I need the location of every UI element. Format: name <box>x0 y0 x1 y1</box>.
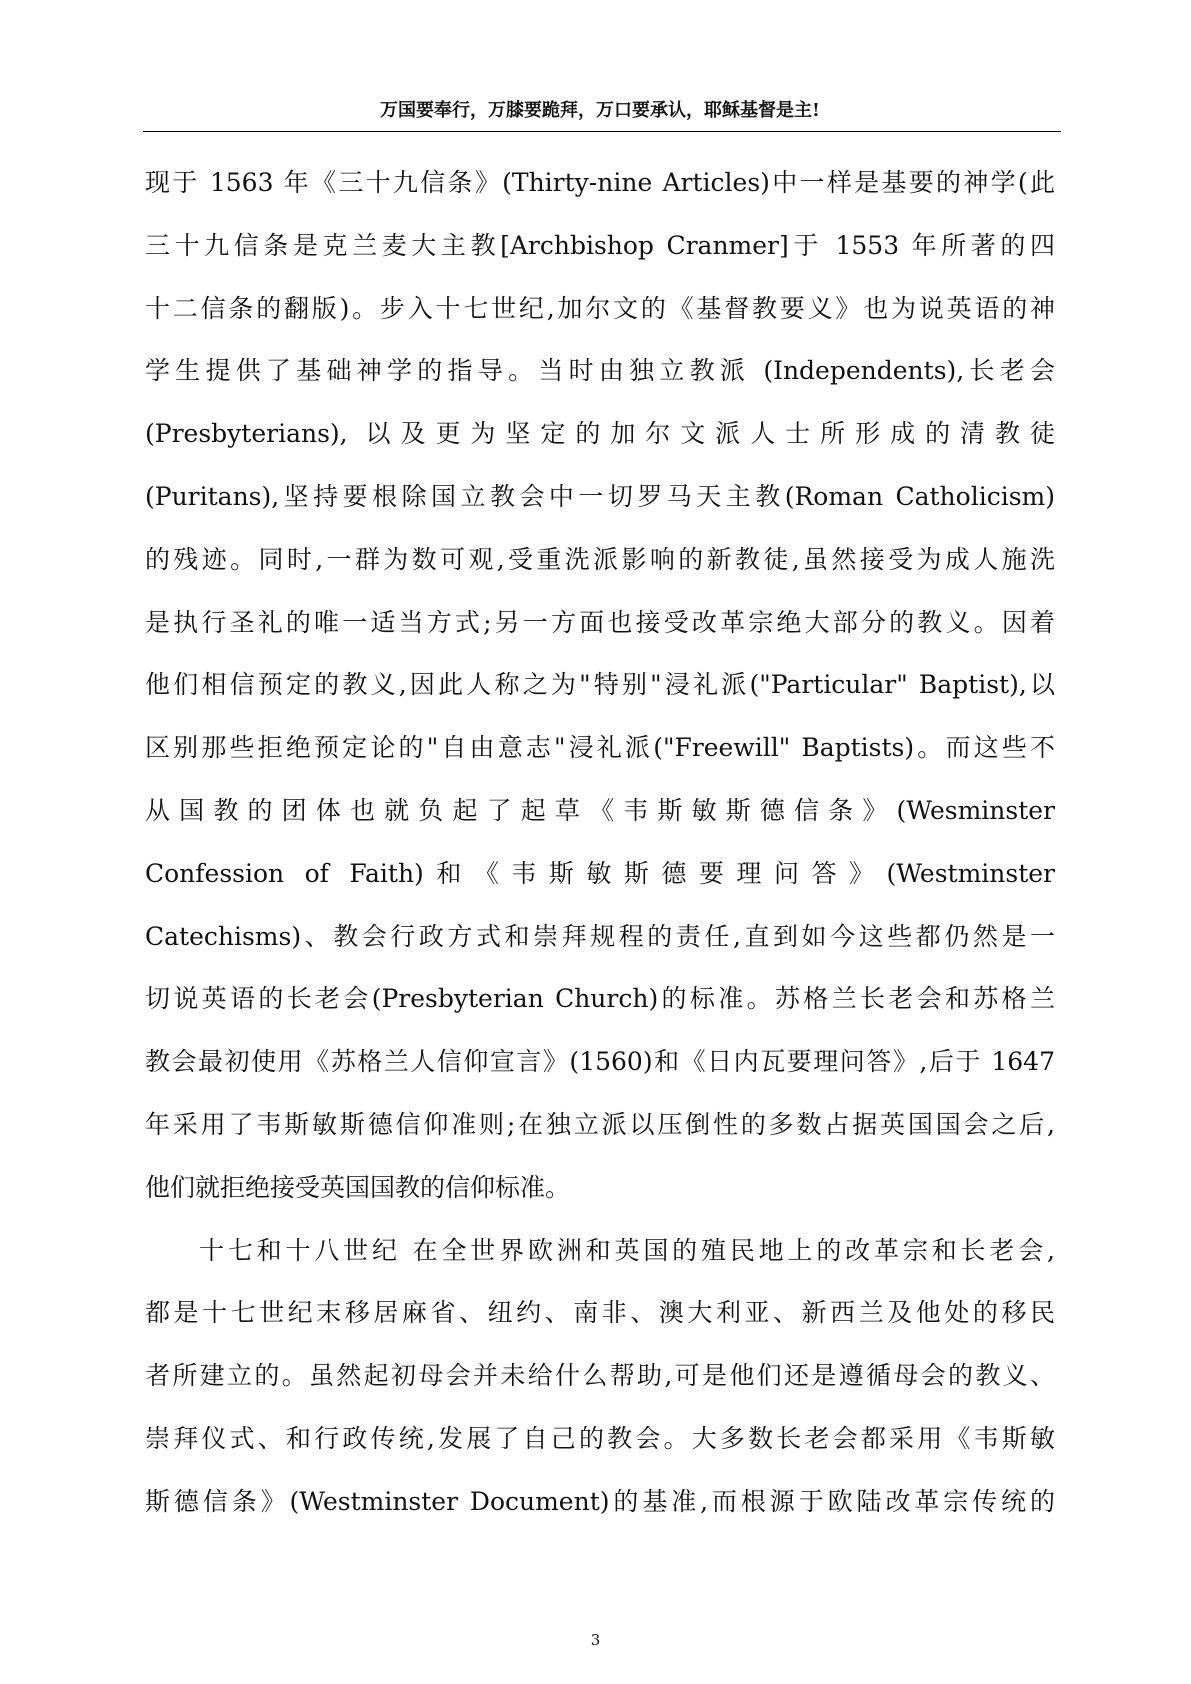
text-line: 都是十七世纪末移居麻省、纽约、南非、澳大利亚、新西兰及他处的移民 <box>145 1298 1055 1328</box>
text-line: (Puritans),坚持要根除国立教会中一切罗马天主教(Roman Catholicism) <box>145 481 1055 511</box>
text-line: 十七和十八世纪 在全世界欧洲和英国的殖民地上的改革宗和长老会, <box>199 1235 1055 1265</box>
text-line: 区别那些拒绝预定论的"自由意志"浸礼派("Freewill" Baptists)。而这些不 <box>145 733 1055 763</box>
text-line: 三十九信条是克兰麦大主教[Archbishop Cranmer]于 1553 年所著的四 <box>145 230 1055 260</box>
body-text <box>145 152 1055 1534</box>
running-header: 万国要奉行，万膝要跪拜，万口要承认，耶稣基督是主! <box>380 100 820 121</box>
text-line: (Presbyterians), 以及更为坚定的加尔文派人士所形成的清教徒 <box>145 419 1055 449</box>
text-line: 切说英语的长老会(Presbyterian Church)的标准。苏格兰长老会和苏格兰 <box>145 984 1055 1014</box>
text-line: 崇拜仪式、和行政传统,发展了自己的教会。大多数长老会都采用《韦斯敏 <box>145 1423 1055 1453</box>
paragraph <box>145 152 1055 1220</box>
text-line: 现于 1563 年《三十九信条》(Thirty-nine Articles)中一样是基要的神学(此 <box>145 168 1055 197</box>
text-line: 从国教的团体也就负起了起草《韦斯敏斯德信条》(Wesminster <box>145 795 1055 825</box>
text-line: 者所建立的。虽然起初母会并未给什么帮助,可是他们还是遵循母会的教义、 <box>145 1361 1055 1391</box>
text-line: 他们相信预定的教义,因此人称之为"特别"浸礼派("Particular" Baptist),以 <box>145 670 1055 700</box>
text-line: 学生提供了基础神学的指导。当时由独立教派 (Independents),长老会 <box>145 356 1055 386</box>
text-line: 的残迹。同时,一群为数可观,受重洗派影响的新教徒,虽然接受为成人施洗 <box>145 544 1055 574</box>
header-divider <box>143 131 1061 132</box>
text-line: 年采用了韦斯敏斯德信仰准则;在独立派以压倒性的多数占据英国国会之后, <box>145 1109 1055 1139</box>
page-number: 3 <box>590 1631 601 1649</box>
text-line: 他们就拒绝接受英国国教的信仰标准。 <box>145 1172 571 1202</box>
text-line: 是执行圣礼的唯一适当方式;另一方面也接受改革宗绝大部分的教义。因着 <box>145 607 1055 637</box>
text-line: 十二信条的翻版)。步入十七世纪,加尔文的《基督教要义》也为说英语的神 <box>145 293 1055 323</box>
text-line: 斯德信条》(Westminster Document)的基准,而根源于欧陆改革宗传统的 <box>145 1486 1055 1516</box>
text-line: 教会最初使用《苏格兰人信仰宣言》(1560)和《日内瓦要理问答》,后于 1647 <box>145 1047 1055 1077</box>
text-line: Catechisms)、教会行政方式和崇拜规程的责任,直到如今这些都仍然是一 <box>145 921 1055 951</box>
paragraph <box>145 1220 1055 1534</box>
text-line: Confession of Faith)和《韦斯敏斯德要理问答》(Westminster <box>145 858 1055 888</box>
